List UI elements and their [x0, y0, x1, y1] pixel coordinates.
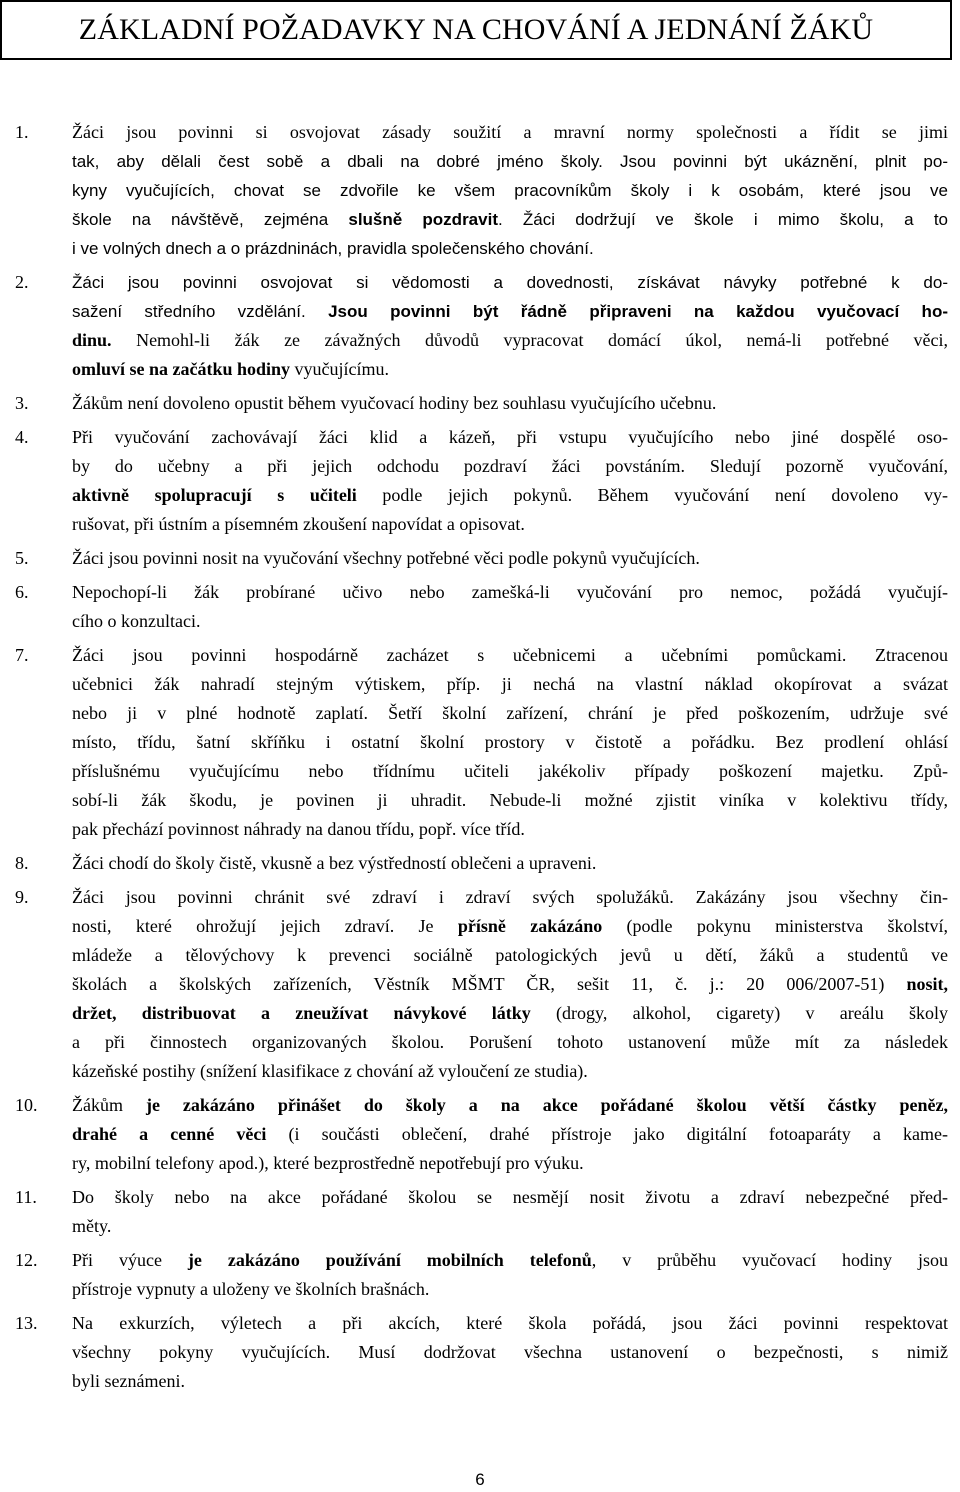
text-line: místo, třídu, šatní skříňku i ostatní školní prostory v čistotě a pořádku. Bez prodlení ohlásí — [72, 732, 948, 752]
rules-list — [0, 118, 960, 1401]
text-line: Žáci jsou povinni chránit své zdraví i zdraví svých spolužáků. Zakázány jsou všechny čin- — [72, 887, 948, 907]
text-line: cího o konzultaci. — [72, 611, 201, 631]
rule-text — [72, 883, 948, 1086]
text-line: Žáci jsou povinni osvojovat si vědomosti a dovednosti, získávat návyky potřebné k do- — [72, 273, 948, 292]
rule-number: 13. — [15, 1313, 38, 1333]
rule-text — [72, 578, 948, 636]
rule-number: 4. — [15, 427, 29, 447]
emphasis: drahé a cenné věci — [72, 1124, 267, 1144]
text-line: i ve volných dnech a o prázdninách, pravidla společenského chování. — [72, 239, 594, 258]
text-line: Žáci jsou povinni hospodárně zacházet s učebnicemi a učebními pomůckami. Ztracenou — [72, 645, 948, 665]
rule-text — [72, 1183, 948, 1241]
rule-text — [72, 641, 948, 844]
rule-number: 9. — [15, 887, 29, 907]
text-line: Při výuce je zakázáno používání mobilních telefonů, v průběhu vyučovací hodiny jsou — [72, 1250, 949, 1270]
text-line: Na exkurzích, výletech a při akcích, které škola pořádá, jsou žáci povinni respektovat — [72, 1313, 948, 1333]
text-line: Žáci chodí do školy čistě, vkusně a bez výstředností oblečeni a upraveni. — [72, 853, 597, 873]
rule-number: 7. — [15, 645, 29, 665]
text-line: Žáci jsou povinni nosit na vyučování všechny potřebné věci podle pokynů vyučujících. — [72, 548, 700, 568]
text-line: rušovat, při ústním a písemném zkoušení napovídat a opisovat. — [72, 514, 525, 534]
text-line: kyny vyučujících, chovat se zdvořile ke všem pracovníkům školy i k osobám, které jsou ve — [72, 181, 948, 200]
text-line: Žákům je zakázáno přinášet do školy a na akce pořádané školou větší částky peněz, — [72, 1095, 948, 1115]
title-box — [0, 0, 952, 60]
rule-text — [72, 849, 948, 878]
rule-item — [0, 118, 960, 263]
rule-text — [72, 423, 948, 539]
emphasis: přísně zakázáno — [457, 916, 603, 936]
rule-text — [72, 544, 948, 573]
rule-text — [72, 1091, 948, 1178]
text-line: sažení středního vzdělání. Jsou povinni být řádně připraveni na každou vyučovací ho- — [72, 302, 948, 321]
emphasis: Jsou povinni být řádně připraveni na každou vyučovací ho- — [328, 302, 948, 321]
rule-text — [72, 118, 948, 263]
text-line: sobí-li žák škodu, je povinen ji uhradit. Nebude-li možné zjistit viníka v kolektivu třídy, — [72, 790, 948, 810]
emphasis: nosit, — [906, 974, 948, 994]
text-line: aktivně spolupracují s učiteli podle jejich pokynů. Během vyučování není dovoleno vy- — [72, 485, 948, 505]
emphasis: držet, distribuovat a zneužívat návykové látky — [72, 1003, 531, 1023]
rule-item — [0, 578, 960, 636]
rule-text — [72, 1246, 948, 1304]
text-line: byli seznámeni. — [72, 1371, 185, 1391]
text-line: učebnici žák nahradí stejným výtiskem, příp. ji nechá na vlastní náklad okopírovat a svázat — [72, 674, 948, 694]
text-line: a při činnostech organizovaných školou. Porušení tohoto ustanovení může mít za následek — [72, 1032, 948, 1052]
text-line: drahé a cenné věci (i součásti oblečení, drahé přístroje jako digitální fotoaparáty a kame- — [72, 1124, 949, 1144]
text-line: kázeňské postihy (snížení klasifikace z chování až vyloučení ze studia). — [72, 1061, 588, 1081]
rule-item — [0, 849, 960, 878]
rule-number: 10. — [15, 1095, 38, 1115]
rule-number: 11. — [15, 1187, 37, 1207]
text-line: Při vyučování zachovávají žáci klid a kázeň, při vstupu vyučujícího nebo jiné dospělé oso- — [72, 427, 948, 447]
text-line: měty. — [72, 1216, 112, 1236]
rule-item — [0, 1091, 960, 1178]
text-line: mládeže a tělovýchovy k prevenci sociálně patologických jevů u dětí, žáků a studentů ve — [72, 945, 948, 965]
text-line: Nepochopí-li žák probírané učivo nebo zamešká-li vyučování pro nemoc, požádá vyučují- — [72, 582, 948, 602]
rule-item — [0, 883, 960, 1086]
rule-number: 3. — [15, 393, 29, 413]
text-line: ry, mobilní telefony apod.), které bezprostředně nepotřebují pro výuku. — [72, 1153, 584, 1173]
text-line: příslušnému vyučujícímu nebo třídnímu učiteli jakékoliv případy poškození majetku. Způ- — [72, 761, 948, 781]
text-line: nosti, které ohrožují jejich zdraví. Je přísně zakázáno (podle pokynu ministerstva školství, — [72, 916, 949, 936]
rule-text — [72, 1309, 948, 1396]
rule-item — [0, 268, 960, 384]
text-line: Do školy nebo na akce pořádané školou se nesmějí nosit životu a zdraví nebezpečné před- — [72, 1187, 948, 1207]
rule-item — [0, 1183, 960, 1241]
rule-item — [0, 423, 960, 539]
text-line: by do učebny a při jejich odchodu pozdraví žáci povstáním. Sledují pozorně vyučování, — [72, 456, 948, 476]
text-line: tak, aby dělali čest sobě a dbali na dobré jméno školy. Jsou povinni být ukáznění, plnit po- — [72, 152, 948, 171]
text-line: škole na návštěvě, zejména slušně pozdravit. Žáci dodržují ve škole i mimo školu, a to — [72, 210, 949, 229]
rule-item — [0, 641, 960, 844]
page-title: ZÁKLADNÍ POŽADAVKY NA CHOVÁNÍ A JEDNÁNÍ ŽÁKŮ — [78, 13, 874, 46]
text-line: Žákům není dovoleno opustit během vyučovací hodiny bez souhlasu vyučujícího učebnu. — [72, 393, 717, 413]
text-line: omluví se na začátku hodiny vyučujícímu. — [72, 359, 390, 379]
text-line: dinu. Nemohl-li žák ze závažných důvodů vypracovat domácí úkol, nemá-li potřebné věci, — [72, 330, 948, 350]
text-line: Žáci jsou povinni si osvojovat zásady soužití a mravní normy společnosti a řídit se jimi — [72, 122, 948, 142]
emphasis: je zakázáno používání mobilních telefonů — [187, 1250, 592, 1270]
emphasis: je zakázáno přinášet do školy a na akce pořádané školou větší částky peněz, — [145, 1095, 948, 1115]
rule-text — [72, 389, 948, 418]
text-line: držet, distribuovat a zneužívat návykové látky (drogy, alkohol, cigarety) v areálu školy — [72, 1003, 948, 1023]
rule-text — [72, 268, 948, 384]
rule-item — [0, 1309, 960, 1396]
text-line: nebo ji v plné hodnotě zaplatí. Šetří školní zařízení, chrání je před poškozením, udržuje své — [72, 703, 948, 723]
text-line: pak přechází povinnost náhrady na danou třídu, popř. více tříd. — [72, 819, 525, 839]
page-number: 6 — [475, 1470, 485, 1489]
rule-item — [0, 389, 960, 418]
emphasis: dinu. — [72, 330, 112, 350]
emphasis: aktivně spolupracují s učiteli — [72, 485, 357, 505]
rule-number: 2. — [15, 272, 29, 292]
rule-number: 12. — [15, 1250, 38, 1270]
text-line: přístroje vypnuty a uloženy ve školních brašnách. — [72, 1279, 430, 1299]
rule-item — [0, 544, 960, 573]
rule-number: 1. — [15, 122, 29, 142]
emphasis: slušně pozdravit — [348, 210, 498, 229]
emphasis: omluví se na začátku hodiny — [72, 359, 291, 379]
rule-number: 5. — [15, 548, 29, 568]
rule-number: 8. — [15, 853, 29, 873]
text-line: všechny pokyny vyučujících. Musí dodržovat všechna ustanovení o bezpečnosti, s nimiž — [72, 1342, 948, 1362]
rule-item — [0, 1246, 960, 1304]
rule-number: 6. — [15, 582, 29, 602]
text-line: školách a školských zařízeních, Věstník MŠMT ČR, sešit 11, č. j.: 20 006/2007-51) nosit, — [72, 974, 948, 994]
